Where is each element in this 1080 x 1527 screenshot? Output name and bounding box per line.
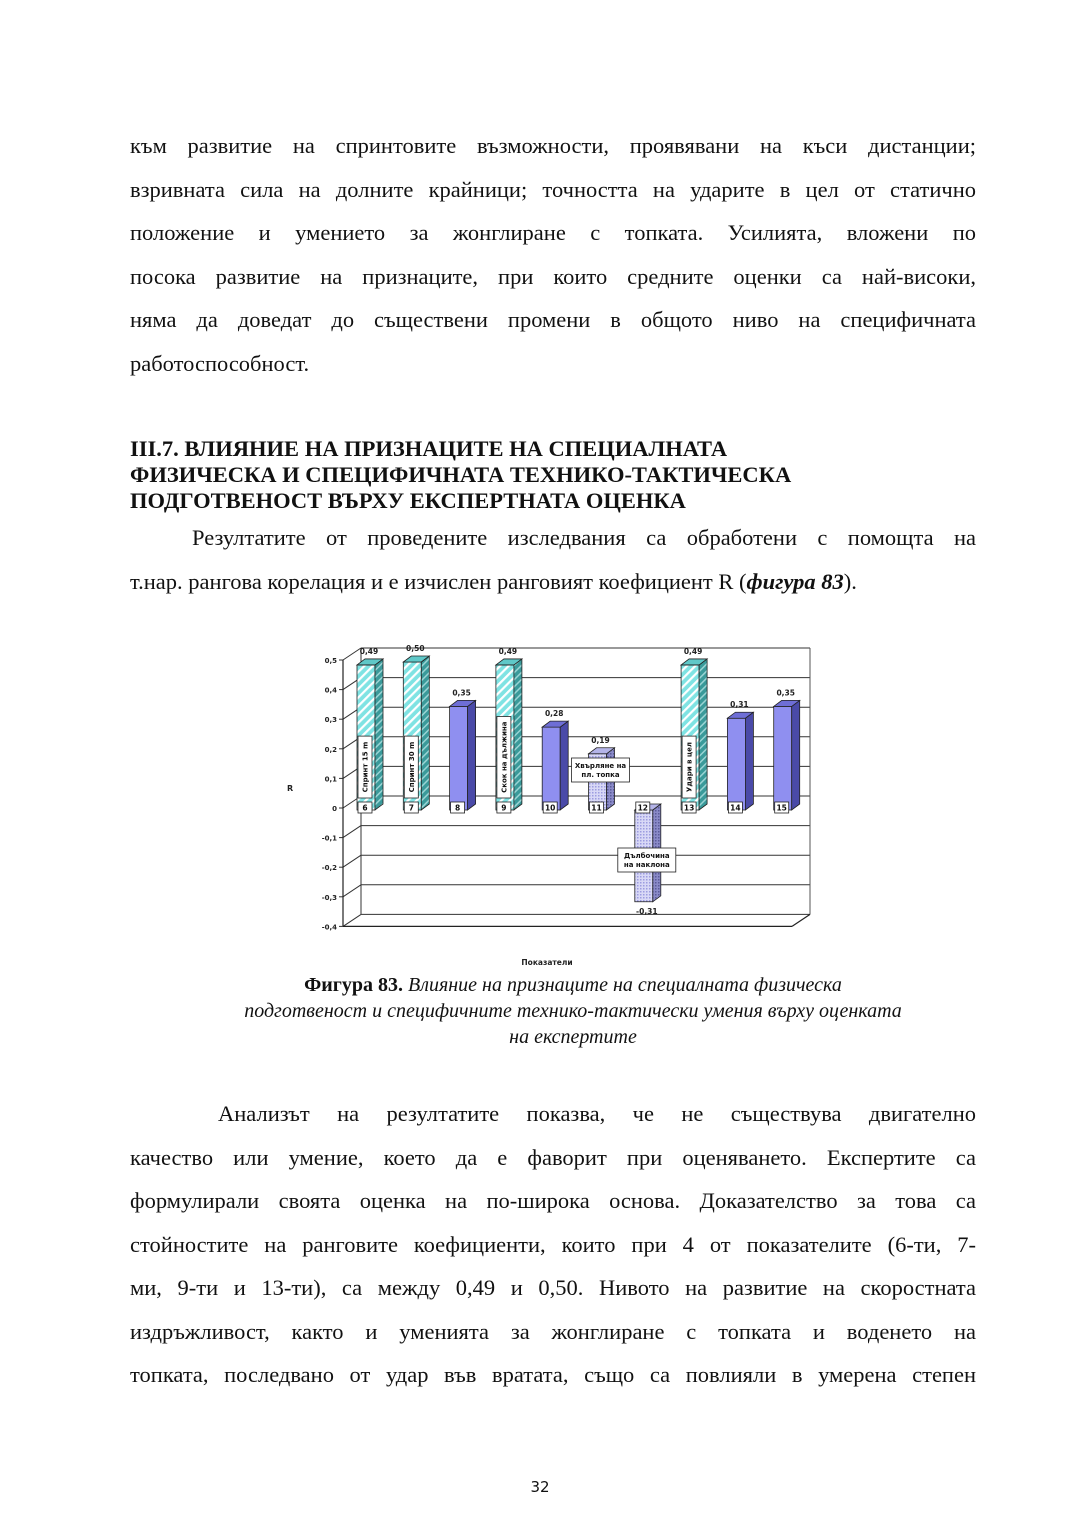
- annotation-label: Скок на дължина: [500, 721, 509, 793]
- text-line: няма да доведат до съществени промени в общото ниво на специфичната: [130, 307, 976, 332]
- caption-line: [150, 972, 996, 998]
- gridline-depth: [343, 885, 361, 897]
- caption-label: Фигура 83.: [304, 974, 403, 996]
- gridline-depth: [343, 914, 361, 926]
- text-span: т.нар. рангова корелация и е изчислен ранговият коефициент R (: [130, 568, 747, 594]
- bar-15[interactable]: [774, 706, 792, 810]
- value-label: 0,49: [359, 646, 379, 656]
- x-tick-label: 12: [637, 803, 649, 813]
- bar-side: [745, 712, 753, 810]
- text-line: топката, последвано от удар във вратата, също са повлияли в умерена степен: [130, 1362, 976, 1387]
- paragraph-3: [130, 1092, 976, 1397]
- value-label: 0,28: [544, 709, 564, 719]
- value-label: 0,35: [776, 688, 795, 698]
- figure-caption: [150, 972, 996, 1050]
- caption-text: подготвеност и специфичните технико-тактически умения върху оценката: [244, 1000, 902, 1022]
- text-line: към развитие на спринтовите възможности, проявявани на къси дистанции;: [130, 133, 976, 158]
- text-line: [130, 560, 976, 604]
- caption-line: [150, 1024, 996, 1050]
- annotation-label: Удари в цел: [685, 742, 694, 793]
- y-tick-label: -0,2: [321, 864, 337, 873]
- annotation-label: пл. топка: [581, 771, 620, 779]
- bar-chart: [280, 630, 820, 970]
- value-label: 0,49: [683, 646, 703, 656]
- x-tick-label: 15: [776, 803, 787, 813]
- page-number: 32: [530, 1478, 550, 1496]
- caption-line: [150, 998, 996, 1024]
- paragraph-2: [130, 516, 976, 603]
- bar-side: [699, 659, 707, 810]
- bar-side: [375, 659, 383, 810]
- gridline-depth: [343, 648, 361, 660]
- bar-10[interactable]: [542, 727, 560, 810]
- x-tick-label: 7: [408, 803, 414, 813]
- caption-text: на експертите: [509, 1026, 637, 1048]
- y-tick-label: -0,3: [321, 893, 337, 902]
- annotation-label: на наклона: [623, 861, 670, 869]
- y-tick-label: 0,5: [324, 657, 337, 665]
- text-line: формулирали своята оценка на по-широка основа. Доказателство за това са: [130, 1188, 976, 1213]
- heading-line: III.7. ВЛИЯНИЕ НА ПРИЗНАЦИТЕ НА СПЕЦИАЛНАТА: [130, 436, 728, 461]
- text-span: ).: [843, 568, 857, 594]
- text-line: [130, 516, 976, 560]
- bar-side: [560, 721, 568, 810]
- bar-side: [514, 659, 522, 810]
- bar-14[interactable]: [727, 718, 745, 810]
- gridline-depth: [343, 826, 361, 838]
- y-tick-label: 0,2: [324, 745, 337, 754]
- heading-line: ПОДГОТВЕНОСТ ВЪРХУ ЕКСПЕРТНАТА ОЦЕНКА: [130, 488, 686, 513]
- text-span: Анализът на резултатите показва, че не съществува двигателно: [218, 1101, 976, 1126]
- heading-line: ФИЗИЧЕСКА И СПЕЦИФИЧНАТА ТЕХНИКО-ТАКТИЧЕСКА: [130, 462, 792, 487]
- annotation-label: Спринт 15 m: [361, 741, 370, 793]
- x-tick-label: 9: [501, 803, 507, 813]
- y-tick-label: 0: [332, 805, 337, 813]
- value-label: 0,35: [452, 688, 471, 698]
- y-tick-label: 0,3: [324, 716, 337, 725]
- section-heading: [130, 436, 976, 514]
- x-tick-label: 14: [730, 803, 741, 813]
- annotation-label: Дълбочина: [624, 852, 670, 860]
- text-line: работоспособност.: [130, 350, 310, 376]
- y-axis-title: R: [287, 784, 294, 793]
- x-tick-label: 11: [591, 803, 602, 813]
- value-label: 0,31: [730, 700, 749, 710]
- text-line: посока развитие на признаците, при които средните оценки са най-високи,: [130, 263, 976, 289]
- text-line: взривната сила на долните крайници; точността на ударите в цел от статично: [130, 176, 976, 202]
- y-tick-label: 0,4: [324, 686, 337, 695]
- paragraph-1: [130, 124, 976, 385]
- bar-side: [421, 656, 429, 810]
- text-line: положение и умението за жонглиране с топката. Усилията, вложени по: [130, 220, 976, 245]
- gridline-depth: [343, 855, 361, 867]
- value-label: -0,31: [635, 906, 658, 916]
- bar-side: [468, 700, 476, 810]
- figure-reference-link[interactable]: фигура 83: [746, 568, 844, 594]
- y-tick-label: 0,1: [324, 775, 337, 784]
- x-tick-label: 13: [683, 803, 695, 813]
- x-tick-label: 6: [362, 803, 368, 813]
- x-tick-label: 8: [454, 803, 461, 813]
- text-line: стойностите на ранговите коефициенти, които при 4 от показателите (6-ти, 7-: [130, 1231, 976, 1257]
- x-tick-label: 10: [544, 803, 556, 813]
- floor-edge-depth: [792, 914, 810, 926]
- text-line: качество или умение, което да е фаворит при оценяването. Експертите са: [130, 1144, 976, 1170]
- bar-8[interactable]: [450, 706, 468, 810]
- value-label: 0,49: [498, 646, 518, 656]
- y-tick-label: -0,1: [321, 834, 337, 843]
- bar-side: [792, 700, 800, 810]
- caption-text: Влияние на признаците на специалната физическа: [403, 974, 842, 996]
- text-line: [130, 1092, 976, 1136]
- annotation-label: Спринт 30 m: [407, 741, 416, 793]
- x-axis-title: Показатели: [521, 958, 573, 967]
- text-line: ми, 9-ти и 13-ти), са между 0,49 и 0,50. Нивото на развитие на скоростната: [130, 1275, 976, 1300]
- value-label: 0,19: [591, 735, 610, 745]
- text-span: Резултатите от проведените изследвания са обработени с помощта на: [192, 525, 976, 550]
- value-label: 0,50: [406, 644, 425, 653]
- y-tick-label: -0,4: [321, 923, 337, 932]
- annotation-label: Хвърляне на: [574, 762, 627, 770]
- text-line: издръжливост, както и уменията за жонглиране с топката и воденето на: [130, 1318, 976, 1344]
